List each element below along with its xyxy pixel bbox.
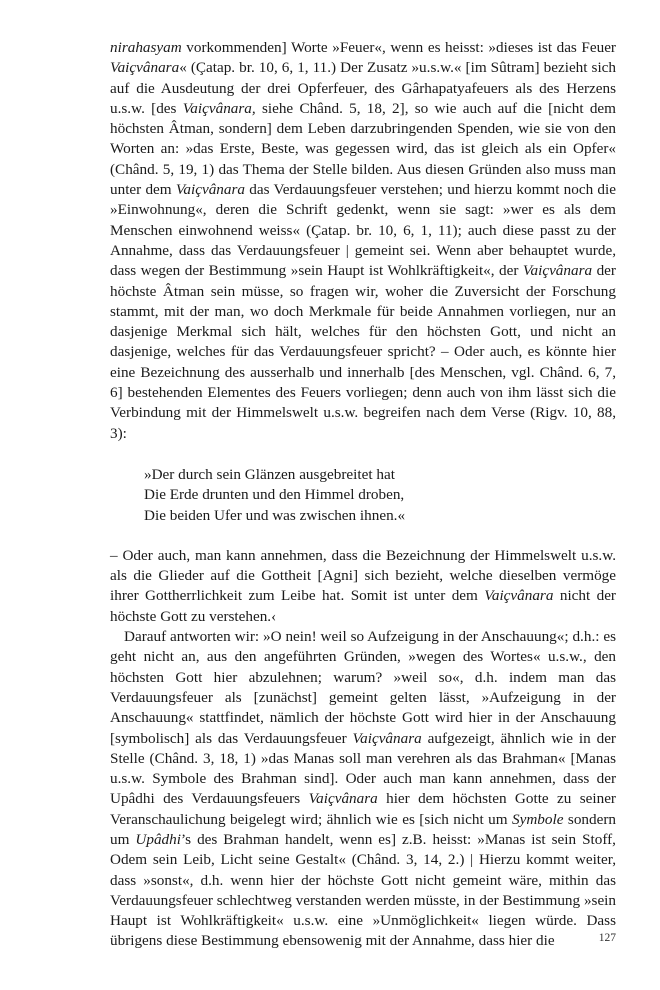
italic-term: Vaiçvânara (484, 587, 554, 605)
italic-term: nirahasyam (110, 39, 182, 56)
verse-quote (144, 465, 616, 526)
text-run: sondern um (110, 810, 616, 848)
paragraph-3 (110, 627, 616, 952)
italic-term: Symbole (512, 810, 564, 828)
text-run: nicht der höchste Gott zu verstehen.‹ (110, 587, 616, 625)
verse-line: »Der durch sein Glänzen ausgebreitet hat (144, 465, 395, 483)
italic-term: Vaiçvânara (308, 790, 378, 808)
text-run: Darauf antworten wir: »O nein! weil so Aufzeigung in der Anschauung«; d.h.: es geht nicht an, aus den angeführten Gründen, »wegen des Wortes« u.s.w., den höchsten Gott hier abzulehnen; warum? »weil so«, d.h. indem man das Verdauungsfeuer als [zunächst] gemeint gelten lässt, »Aufzeigung in der Anschauung« stattfindet, nämlich der höchste Gott wird hier in der Anschauung [symbolisch] als das Verdauungsfeuer (110, 628, 616, 747)
text-run: « (Çatap. br. 10, 6, 1, 11.) Der Zusatz »u.s.w.« [im Sûtram] bezieht sich auf die Ausdeutung der drei Opferfeuer, des Gârhapatyafeuers als des Herzens u.s.w. [des (110, 59, 616, 117)
text-run: aufgezeigt, ähnlich wie in der Stelle (Chând. 3, 18, 1) »das Manas soll man verehren als das Brahman« [Manas u.s.w. Symbole des Brahman sind]. Oder auch man kann annehmen, dass der Upâdhi des Verdauungsfeuers (110, 729, 616, 808)
italic-term: Vaiçvânara (352, 729, 422, 747)
verse-line: Die beiden Ufer und was zwischen ihnen.« (144, 506, 406, 524)
text-run: das Verdauungsfeuer verstehen; und hierzu kommt noch die »Einwohnung«, deren die Schrift gedenkt, wenn sie sagt: »wer es als dem Menschen einwohnend weiss« (Çatap. br. 10, 6, 1, 11); auch diese passt zu der Annahme, dass das Verdauungsfeuer | gemeint sei. Wenn aber behauptet wurde, dass wegen der Bestimmung »sein Haupt ist Wohlkräftigkeit«, der (110, 181, 616, 280)
page-body (110, 38, 616, 952)
text-run: hier dem höchsten Gotte zu seiner Veranschaulichung beigelegt wird; ähnlich wie es [sich nicht um (110, 790, 616, 828)
text-run: siehe Chând. 5, 18, 2], so wie auch auf die [nicht dem höchsten Âtman, sondern] dem Leben darzubringenden Spenden, wie sie von den Worten an: »das Erste, Beste, was gegessen wird, das ist gleich als ein Opfer« (Chând. 5, 19, 1) das Thema der Stelle bilden. Aus diesen Gründen also muss man unter dem (110, 99, 616, 199)
text-run: ’s des Brahman handelt, wenn es] z.B. heisst: »Manas ist sein Stoff, Odem sein Leib, Licht seine Gestalt« (Chând. 3, 14, 2.) | Hierzu kommt weiter, dass »sonst«, d.h. wenn hier der höchste Gott nicht gemeint wäre, mithin das Verdauungsfeuer schlechtweg verstanden werden müsste, in der Bestimmung »sein Haupt ist Wohlkräftigkeit« u.s.w. eine »Unmöglichkeit« liegen würde. Dass übrigens diese Bestimmung ebensowenig mit der Annahme, dass hier die (110, 830, 616, 950)
text-run: der höchste Âtman sein müsse, so fragen wir, woher die Zuversicht der Forschung stammt, mit der man, wo doch Merkmale für beide Annahmen vorliegen, nur an dasjenige Merkmal sich hält, welches für den höchsten Gott, und nicht an dasjenige, welches für das Verdauungsfeuer spricht? – Oder auch, es könnte hier eine Bezeichnung des ausserhalb und innerhalb [des Menschen, vgl. Chând. 6, 7, 6] bestehenden Elementes des Feuers vorliegen; denn auch von ihm lässt sich die Verbindung mit der Himmelswelt u.s.w. begreifen nach dem Verse (Rigv. 10, 88, 3): (110, 262, 616, 442)
italic-term: Upâdhi (135, 830, 181, 848)
text-run: vorkommenden] Worte »Feuer«, wenn es heisst: »dieses ist das Feuer (181, 39, 616, 56)
text-run: – Oder auch, man kann annehmen, dass die Bezeichnung der Himmelswelt u.s.w. als die Glieder auf die Gottheit [Agni] sich bezieht, welche dieselben vermöge ihrer Gottherrlichkeit zum Leibe hat. Somit ist unter dem (110, 546, 616, 605)
paragraph-2 (110, 546, 616, 627)
paragraph-1 (110, 38, 616, 444)
italic-term: Vaiçvânara (175, 181, 246, 199)
italic-term: Vaiçvânara (522, 262, 593, 280)
italic-term: Vaiçvânara, (182, 99, 256, 117)
page-number: 127 (598, 932, 616, 944)
italic-term: Vaiçvânara (110, 59, 180, 77)
verse-line: Die Erde drunten und den Himmel droben, (144, 486, 405, 504)
